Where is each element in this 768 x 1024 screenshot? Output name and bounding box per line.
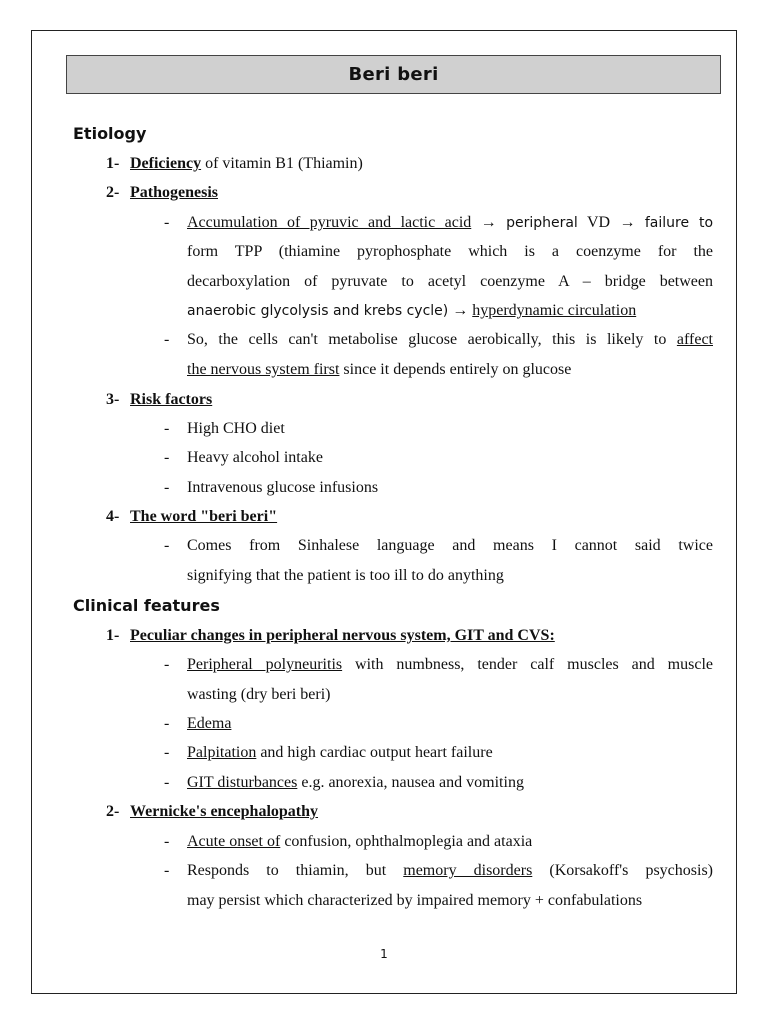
heading-clinical-features: Clinical features xyxy=(73,596,220,615)
responds-line-1 xyxy=(187,861,713,881)
pathogenesis-title: Pathogenesis xyxy=(130,184,218,201)
word-beri-title: The word "beri beri" xyxy=(130,508,278,525)
word-line-2: signifying that the patient is too ill to do anything xyxy=(187,567,504,584)
git-term: GIT disturbances xyxy=(187,774,298,791)
vd-text: VD → xyxy=(577,214,645,231)
risk-factor-item: High CHO diet xyxy=(187,420,285,437)
pathogenesis-line-2: form TPP (thiamine pyrophosphate which is a coenzyme for the xyxy=(187,243,713,260)
pathogenesis-line-3: decarboxylation of pyruvate to acetyl coenzyme A – bridge between xyxy=(187,273,713,290)
polyneuritis-line-1 xyxy=(187,655,713,675)
deficiency-term: Deficiency xyxy=(130,155,202,172)
affect-text: affect xyxy=(676,331,713,348)
palpitation-term: Palpitation xyxy=(187,744,257,761)
bullet-dash: - xyxy=(164,656,170,673)
bullet-dash: - xyxy=(164,774,170,791)
pathogenesis-line-1 xyxy=(187,213,713,233)
hyperdynamic-text: hyperdynamic circulation xyxy=(472,302,637,319)
pathogenesis-b2-line-1 xyxy=(187,330,713,350)
git-text: e.g. anorexia, nausea and vomiting xyxy=(297,774,524,791)
item-number: 1- xyxy=(106,627,120,644)
acute-onset-item xyxy=(187,832,713,852)
heading-etiology: Etiology xyxy=(73,124,147,143)
acute-onset-text: confusion, ophthalmoplegia and ataxia xyxy=(280,833,533,850)
korsakoff-text: (Korsakoff's psychosis) xyxy=(532,862,713,879)
bullet-dash: - xyxy=(164,862,170,879)
bullet-dash: - xyxy=(164,449,170,466)
arrow: → xyxy=(471,214,507,231)
deficiency-text: of vitamin B1 (Thiamin) xyxy=(201,155,363,172)
item-number: 1- xyxy=(106,155,120,172)
responds-text: Responds to thiamin, but xyxy=(187,862,404,879)
page-title: Beri beri xyxy=(66,55,721,94)
bullet-dash: - xyxy=(164,537,170,554)
polyneuritis-line-2: wasting (dry beri beri) xyxy=(187,686,331,703)
risk-factor-item: Intravenous glucose infusions xyxy=(187,479,379,496)
arrow: → xyxy=(448,302,473,319)
accumulation-text: Accumulation of pyruvic and lactic acid xyxy=(187,214,472,231)
polyneuritis-text: with numbness, tender calf muscles and muscle xyxy=(342,656,713,673)
bullet-dash: - xyxy=(164,715,170,732)
failure-text: failure to xyxy=(644,215,714,231)
etiology-item-deficiency xyxy=(130,154,363,174)
polyneuritis-term: Peripheral polyneuritis xyxy=(187,656,343,673)
responds-line-2: may persist which characterized by impaired memory + confabulations xyxy=(187,892,643,909)
item-number: 2- xyxy=(106,803,120,820)
palpitation-item xyxy=(187,743,713,763)
item-number: 2- xyxy=(106,184,120,201)
git-item xyxy=(187,773,713,793)
word-line-1: Comes from Sinhalese language and means I cannot said twice xyxy=(187,537,713,554)
item-number: 4- xyxy=(106,508,120,525)
acute-onset-term: Acute onset of xyxy=(187,833,281,850)
bullet-dash: - xyxy=(164,214,170,231)
memory-disorders-term: memory disorders xyxy=(403,862,533,879)
nervous-system-text: the nervous system first xyxy=(187,361,340,378)
bullet-dash: - xyxy=(164,420,170,437)
metabolise-text: So, the cells can't metabolise glucose aerobically, this is likely to xyxy=(187,331,677,348)
risk-factor-item: Heavy alcohol intake xyxy=(187,449,323,466)
bullet-dash: - xyxy=(164,479,170,496)
bullet-dash: - xyxy=(164,331,170,348)
krebs-text: anaerobic glycolysis and krebs cycle) xyxy=(187,303,449,319)
peripheral-text: peripheral xyxy=(506,215,578,231)
bullet-dash: - xyxy=(164,744,170,761)
item-number: 3- xyxy=(106,391,120,408)
palpitation-text: and high cardiac output heart failure xyxy=(256,744,493,761)
wernicke-title: Wernicke's encephalopathy xyxy=(130,803,319,820)
page-number: 1 xyxy=(380,947,388,961)
pathogenesis-line-4 xyxy=(187,301,713,321)
pathogenesis-b2-line-2 xyxy=(187,360,713,380)
glucose-text: since it depends entirely on glucose xyxy=(339,361,572,378)
peculiar-changes-title: Peculiar changes in peripheral nervous system, GIT and CVS: xyxy=(130,627,555,644)
edema-item xyxy=(187,714,713,734)
risk-factors-title: Risk factors xyxy=(130,391,213,408)
bullet-dash: - xyxy=(164,833,170,850)
edema-term: Edema xyxy=(187,715,232,732)
